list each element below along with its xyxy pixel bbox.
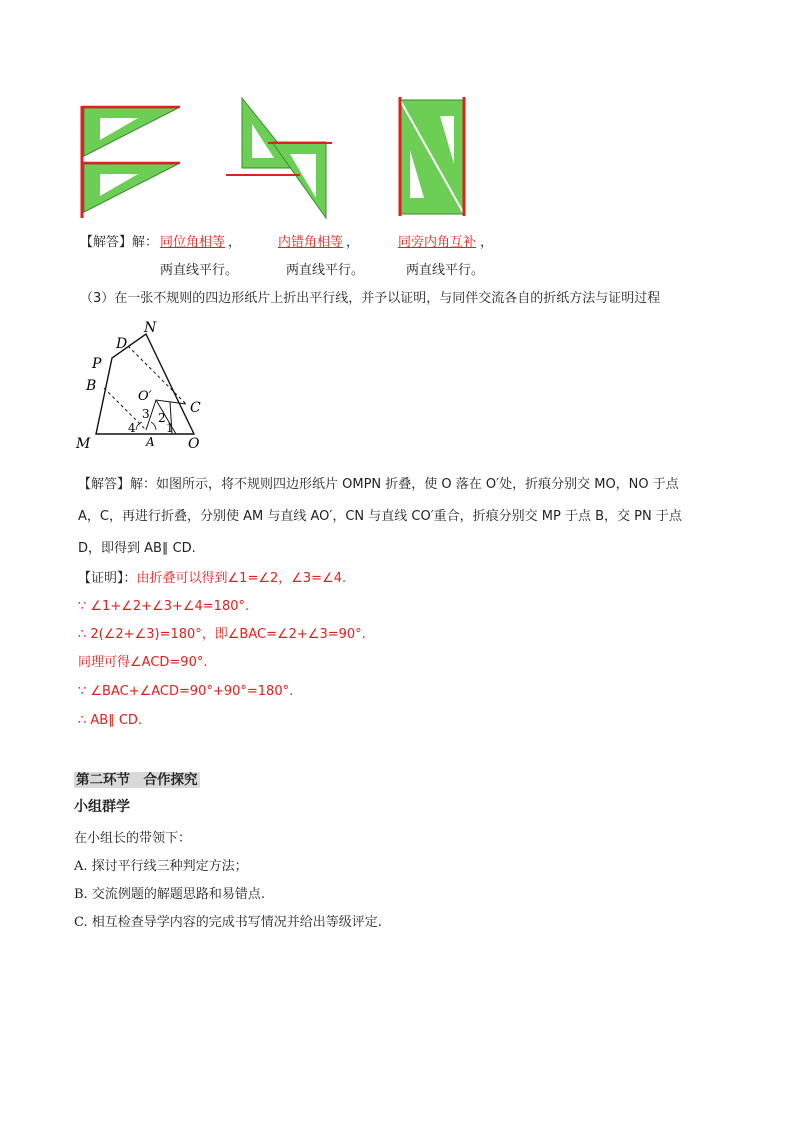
label-D: D [116, 336, 128, 352]
answer2-line1: 【解答】解：如图所示，将不规则四边形纸片 OMPN 折叠，使 O 落在 O′处，折痕分别交 MO，NO 于点 [78, 477, 679, 492]
answer2-line3: D，即得到 AB∥ CD. [78, 541, 196, 556]
proof-step-5: ∵ ∠BAC+∠ACD=90°+90°=180°. [78, 684, 294, 699]
fig2-ruler-diagram [222, 96, 334, 222]
list-item-a: A. 探讨平行线三种判定方法； [74, 859, 248, 874]
proof-line-1 [78, 570, 346, 588]
question-3: （3）在一张不规则的四边形纸片上折出平行线，并予以证明，与同伴交流各自的折纸方法与证明过程 [80, 291, 661, 306]
label-C: C [190, 400, 201, 416]
label-B: B [86, 378, 97, 394]
section-title [74, 770, 200, 789]
label-A: A [146, 435, 155, 449]
proof-tag: 【证明】： [78, 571, 137, 586]
answer-tag: 【解答】 [80, 235, 133, 250]
label-angle-4: 4 [128, 421, 136, 435]
fig3-ruler-diagram [394, 94, 470, 220]
section-title-text: 第二环节 合作探究 [76, 772, 198, 788]
answer1-comma1: ， [228, 235, 242, 250]
answer1-comma2: ， [346, 235, 360, 250]
section-subtitle: 小组群学 [74, 799, 130, 815]
answer1-c3: 两直线平行。 [406, 263, 485, 278]
answer-prefix: 解： [132, 235, 159, 250]
list-item-b: B. 交流例题的解题思路和易错点. [74, 887, 265, 902]
answer1-a1: 同位角相等 [160, 235, 226, 250]
label-angle-2: 2 [158, 411, 166, 425]
fig1-ruler-diagram [78, 100, 188, 222]
label-P: P [92, 356, 102, 372]
answer1-c2: 两直线平行。 [286, 263, 365, 278]
label-N: N [144, 320, 157, 336]
label-O: O [188, 436, 200, 452]
answer1-comma3: ， [480, 235, 494, 250]
quadrilateral-fold-diagram [72, 318, 212, 452]
answer2-line2: A，C，再进行折叠，分别使 AM 与直线 AO′，CN 与直线 CO′重合，折痕分别交 MP 于点 B，交 PN 于点 [78, 509, 682, 524]
answer1-a2: 内错角相等 [278, 235, 344, 250]
proof-step-1: 由折叠可以得到∠1=∠2，∠3=∠4. [136, 571, 347, 586]
label-M: M [76, 436, 91, 452]
answer1-line [80, 234, 158, 252]
label-angle-3: 3 [142, 407, 150, 421]
proof-step-4: 同理可得∠ACD=90°. [78, 655, 208, 670]
label-O-prime: O′ [138, 389, 152, 404]
answer1-a3: 同旁内角互补 [398, 235, 477, 250]
proof-step-3: ∴ 2(∠2+∠3)=180°，即∠BAC=∠2+∠3=90°. [78, 627, 366, 642]
label-angle-1: 1 [166, 421, 174, 435]
list-item-c: C. 相互检查导学内容的完成书写情况并给出等级评定. [74, 915, 382, 930]
proof-step-6: ∴ AB∥ CD. [78, 713, 143, 728]
answer1-c1: 两直线平行。 [160, 263, 239, 278]
section-intro: 在小组长的带领下： [74, 831, 192, 846]
proof-step-2: ∵ ∠1+∠2+∠3+∠4=180°. [78, 599, 250, 614]
